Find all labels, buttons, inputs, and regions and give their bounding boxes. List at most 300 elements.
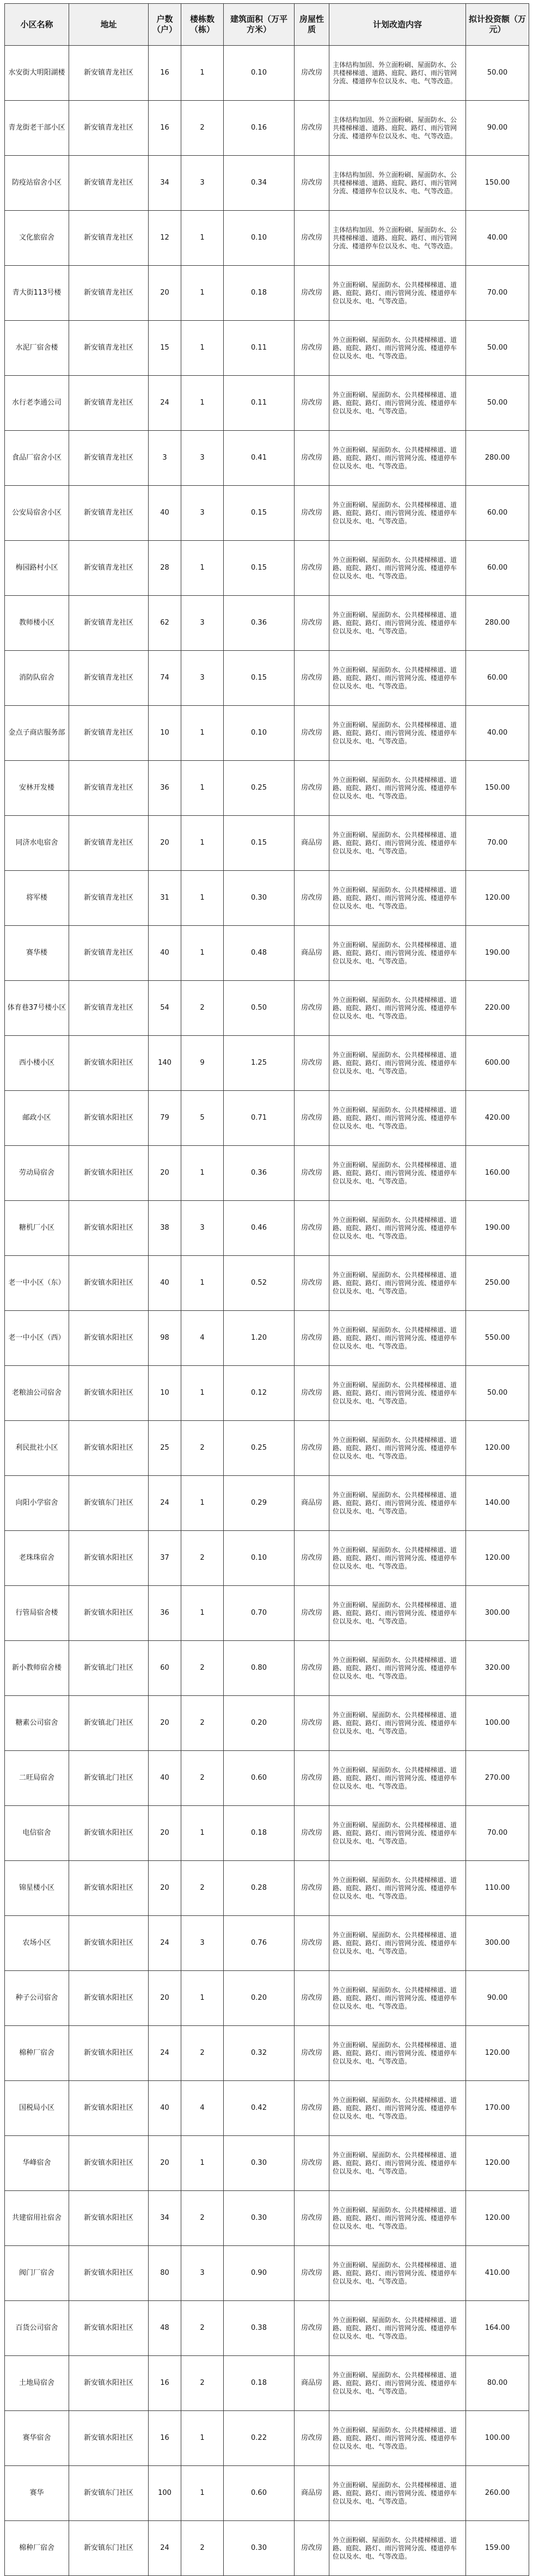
table-row [5, 101, 529, 156]
table-row [5, 1311, 529, 1366]
cell-plan: 主体结构加固、外立面粉刷、屋面防水、公共楼梯梯道、道路、庭院、路灯、雨污管网分流、楼道停车位以及水、电、气等改造。 [329, 211, 466, 266]
cell-plan: 外立面粉刷、屋面防水、公共楼梯梯道、道路、庭院、路灯、雨污管网分流、楼道停车位以及水、电、气等改造。 [329, 1531, 466, 1586]
cell-nature: 商品房 [295, 816, 329, 871]
cell-nature: 房改房 [295, 1586, 329, 1641]
cell-nature: 房改房 [295, 1091, 329, 1146]
table-row [5, 2301, 529, 2356]
cell-address: 新安镇青龙社区 [69, 156, 149, 211]
cell-plan: 外立面粉刷、屋面防水、公共楼梯梯道、道路、庭院、路灯、雨污管网分流、楼道停车位以及水、电、气等改造。 [329, 706, 466, 761]
cell-nature: 房改房 [295, 211, 329, 266]
cell-households: 80 [149, 2246, 181, 2301]
cell-address: 新安镇水阳社区 [69, 1091, 149, 1146]
cell-name: 利民批社小区 [5, 1421, 69, 1476]
cell-name: 梅园路村小区 [5, 541, 69, 596]
cell-investment: 220.00 [466, 981, 529, 1036]
cell-nature: 房改房 [295, 1641, 329, 1696]
header-nature: 房屋性质 [295, 4, 329, 46]
cell-households: 38 [149, 1201, 181, 1256]
cell-address: 新安镇水阳社区 [69, 1806, 149, 1861]
cell-households: 62 [149, 596, 181, 651]
cell-investment: 120.00 [466, 1421, 529, 1476]
cell-buildings: 2 [181, 1421, 224, 1476]
cell-name: 新小教师宿舍楼 [5, 1641, 69, 1696]
cell-name: 邮政小区 [5, 1091, 69, 1146]
cell-name: 棉种厂宿舍 [5, 2026, 69, 2081]
cell-plan: 外立面粉刷、屋面防水、公共楼梯梯道、道路、庭院、路灯、雨污管网分流、楼道停车位以及水、电、气等改造。 [329, 2466, 466, 2521]
cell-plan: 外立面粉刷、屋面防水、公共楼梯梯道、道路、庭院、路灯、雨污管网分流、楼道停车位以及水、电、气等改造。 [329, 431, 466, 486]
cell-households: 54 [149, 981, 181, 1036]
table-row [5, 2521, 529, 2576]
header-area: 建筑面积（万平方米） [224, 4, 295, 46]
cell-plan: 外立面粉刷、屋面防水、公共楼梯梯道、道路、庭院、路灯、雨污管网分流、楼道停车位以及水、电、气等改造。 [329, 1696, 466, 1751]
cell-nature: 房改房 [295, 1256, 329, 1311]
cell-name: 赛华楼 [5, 926, 69, 981]
cell-name: 阀门厂宿舍 [5, 2246, 69, 2301]
cell-buildings: 3 [181, 486, 224, 541]
header-households: 户数（户） [149, 4, 181, 46]
cell-name: 西小楼小区 [5, 1036, 69, 1091]
cell-buildings: 3 [181, 1201, 224, 1256]
cell-investment: 300.00 [466, 1916, 529, 1971]
cell-investment: 120.00 [466, 871, 529, 926]
cell-address: 新安镇水阳社区 [69, 2191, 149, 2246]
cell-name: 水泥厂宿舍楼 [5, 321, 69, 376]
table-row [5, 46, 529, 101]
cell-buildings: 1 [181, 1256, 224, 1311]
cell-buildings: 1 [181, 816, 224, 871]
cell-area: 0.38 [224, 2301, 295, 2356]
cell-plan: 外立面粉刷、屋面防水、公共楼梯梯道、道路、庭院、路灯、雨污管网分流、楼道停车位以及水、电、气等改造。 [329, 1916, 466, 1971]
cell-households: 16 [149, 101, 181, 156]
cell-address: 新安镇东门社区 [69, 2521, 149, 2576]
cell-households: 40 [149, 1256, 181, 1311]
cell-buildings: 2 [181, 981, 224, 1036]
cell-area: 0.18 [224, 1806, 295, 1861]
table-row [5, 706, 529, 761]
table-row [5, 1201, 529, 1256]
cell-address: 新安镇水阳社区 [69, 1531, 149, 1586]
cell-area: 0.15 [224, 486, 295, 541]
cell-plan: 外立面粉刷、屋面防水、公共楼梯梯道、道路、庭院、路灯、雨污管网分流、楼道停车位以及水、电、气等改造。 [329, 1806, 466, 1861]
cell-address: 新安镇水阳社区 [69, 2246, 149, 2301]
cell-address: 新安镇水阳社区 [69, 1916, 149, 1971]
table-row [5, 266, 529, 321]
cell-nature: 房改房 [295, 761, 329, 816]
cell-buildings: 2 [181, 1641, 224, 1696]
cell-plan: 主体结构加固、外立面粉刷、屋面防水、公共楼梯梯道、道路、庭院、路灯、雨污管网分流、楼道停车位以及水、电、气等改造。 [329, 156, 466, 211]
cell-buildings: 3 [181, 651, 224, 706]
cell-name: 锦星楼小区 [5, 1861, 69, 1916]
cell-buildings: 2 [181, 2301, 224, 2356]
cell-households: 10 [149, 706, 181, 761]
cell-investment: 50.00 [466, 376, 529, 431]
cell-nature: 房改房 [295, 156, 329, 211]
cell-address: 新安镇青龙社区 [69, 706, 149, 761]
cell-address: 新安镇青龙社区 [69, 596, 149, 651]
cell-nature: 房改房 [295, 541, 329, 596]
cell-buildings: 2 [181, 2356, 224, 2411]
cell-nature: 房改房 [295, 1806, 329, 1861]
cell-name: 防疫站宿舍小区 [5, 156, 69, 211]
cell-households: 40 [149, 1751, 181, 1806]
table-row [5, 2081, 529, 2136]
cell-households: 20 [149, 266, 181, 321]
cell-buildings: 4 [181, 1311, 224, 1366]
cell-address: 新安镇水阳社区 [69, 1971, 149, 2026]
table-row [5, 1751, 529, 1806]
cell-address: 新安镇水阳社区 [69, 2081, 149, 2136]
cell-nature: 房改房 [295, 2411, 329, 2466]
cell-nature: 房改房 [295, 1036, 329, 1091]
cell-area: 1.20 [224, 1311, 295, 1366]
cell-area: 0.18 [224, 266, 295, 321]
cell-households: 16 [149, 2411, 181, 2466]
cell-investment: 300.00 [466, 1586, 529, 1641]
cell-area: 0.10 [224, 1531, 295, 1586]
cell-households: 37 [149, 1531, 181, 1586]
cell-address: 新安镇水阳社区 [69, 1036, 149, 1091]
cell-area: 0.70 [224, 1586, 295, 1641]
cell-area: 0.34 [224, 156, 295, 211]
cell-households: 74 [149, 651, 181, 706]
cell-address: 新安镇水阳社区 [69, 2301, 149, 2356]
table-row [5, 1971, 529, 2026]
table-row [5, 1641, 529, 1696]
renovation-table [4, 3, 529, 2576]
cell-households: 20 [149, 1971, 181, 2026]
table-row [5, 926, 529, 981]
table-row [5, 1091, 529, 1146]
cell-name: 公安局宿舍小区 [5, 486, 69, 541]
cell-households: 60 [149, 1641, 181, 1696]
cell-buildings: 1 [181, 1971, 224, 2026]
cell-investment: 320.00 [466, 1641, 529, 1696]
cell-investment: 100.00 [466, 2411, 529, 2466]
cell-nature: 房改房 [295, 706, 329, 761]
cell-area: 0.46 [224, 1201, 295, 1256]
cell-plan: 外立面粉刷、屋面防水、公共楼梯梯道、道路、庭院、路灯、雨污管网分流、楼道停车位以及水、电、气等改造。 [329, 486, 466, 541]
cell-plan: 外立面粉刷、屋面防水、公共楼梯梯道、道路、庭院、路灯、雨污管网分流、楼道停车位以及水、电、气等改造。 [329, 761, 466, 816]
cell-buildings: 1 [181, 2466, 224, 2521]
cell-investment: 120.00 [466, 1531, 529, 1586]
cell-buildings: 1 [181, 761, 224, 816]
table-row [5, 1366, 529, 1421]
table-row [5, 1476, 529, 1531]
cell-buildings: 1 [181, 46, 224, 101]
cell-name: 食品厂宿舍小区 [5, 431, 69, 486]
cell-households: 3 [149, 431, 181, 486]
cell-nature: 房改房 [295, 376, 329, 431]
cell-nature: 商品房 [295, 2466, 329, 2521]
cell-address: 新安镇水阳社区 [69, 2356, 149, 2411]
cell-address: 新安镇水阳社区 [69, 2136, 149, 2191]
cell-households: 98 [149, 1311, 181, 1366]
cell-name: 糖素公司宿舍 [5, 1696, 69, 1751]
cell-nature: 房改房 [295, 266, 329, 321]
cell-name: 二旺局宿舍 [5, 1751, 69, 1806]
cell-buildings: 2 [181, 2521, 224, 2576]
table-row [5, 761, 529, 816]
cell-households: 24 [149, 1476, 181, 1531]
cell-investment: 190.00 [466, 926, 529, 981]
cell-buildings: 1 [181, 376, 224, 431]
cell-investment: 40.00 [466, 211, 529, 266]
cell-area: 0.50 [224, 981, 295, 1036]
cell-buildings: 1 [181, 871, 224, 926]
cell-plan: 外立面粉刷、屋面防水、公共楼梯梯道、道路、庭院、路灯、雨污管网分流、楼道停车位以及水、电、气等改造。 [329, 2136, 466, 2191]
cell-name: 电信宿舍 [5, 1806, 69, 1861]
cell-buildings: 3 [181, 156, 224, 211]
cell-nature: 房改房 [295, 1366, 329, 1421]
cell-nature: 房改房 [295, 1751, 329, 1806]
cell-investment: 550.00 [466, 1311, 529, 1366]
cell-households: 79 [149, 1091, 181, 1146]
cell-households: 10 [149, 1366, 181, 1421]
cell-area: 0.60 [224, 2466, 295, 2521]
cell-households: 20 [149, 816, 181, 871]
cell-name: 土地局宿舍 [5, 2356, 69, 2411]
cell-buildings: 1 [181, 541, 224, 596]
cell-nature: 房改房 [295, 596, 329, 651]
cell-buildings: 5 [181, 1091, 224, 1146]
cell-area: 0.32 [224, 2026, 295, 2081]
cell-nature: 房改房 [295, 431, 329, 486]
cell-address: 新安镇青龙社区 [69, 431, 149, 486]
cell-area: 0.15 [224, 816, 295, 871]
cell-address: 新安镇东门社区 [69, 1476, 149, 1531]
cell-address: 新安镇水阳社区 [69, 2026, 149, 2081]
cell-households: 140 [149, 1036, 181, 1091]
cell-investment: 80.00 [466, 2356, 529, 2411]
cell-buildings: 1 [181, 1476, 224, 1531]
header-buildings: 楼栋数（栋） [181, 4, 224, 46]
table-row [5, 156, 529, 211]
cell-investment: 159.00 [466, 2521, 529, 2576]
table-row [5, 1036, 529, 1091]
cell-area: 0.30 [224, 2521, 295, 2576]
cell-name: 消防队宿舍 [5, 651, 69, 706]
cell-area: 0.20 [224, 1971, 295, 2026]
cell-buildings: 1 [181, 706, 224, 761]
cell-investment: 90.00 [466, 1971, 529, 2026]
cell-area: 0.42 [224, 2081, 295, 2136]
table-row [5, 816, 529, 871]
cell-households: 40 [149, 926, 181, 981]
cell-investment: 50.00 [466, 321, 529, 376]
header-investment: 拟计投资额（万元） [466, 4, 529, 46]
cell-plan: 主体结构加固、外立面粉刷、屋面防水、公共楼梯梯道、道路、庭院、路灯、雨污管网分流、楼道停车位以及水、电、气等改造。 [329, 101, 466, 156]
cell-plan: 外立面粉刷、屋面防水、公共楼梯梯道、道路、庭院、路灯、雨污管网分流、楼道停车位以及水、电、气等改造。 [329, 1641, 466, 1696]
cell-area: 0.36 [224, 596, 295, 651]
cell-nature: 房改房 [295, 2246, 329, 2301]
cell-area: 0.25 [224, 1421, 295, 1476]
cell-plan: 外立面粉刷、屋面防水、公共楼梯梯道、道路、庭院、路灯、雨污管网分流、楼道停车位以及水、电、气等改造。 [329, 1146, 466, 1201]
cell-plan: 外立面粉刷、屋面防水、公共楼梯梯道、道路、庭院、路灯、雨污管网分流、楼道停车位以及水、电、气等改造。 [329, 1201, 466, 1256]
cell-name: 国税局小区 [5, 2081, 69, 2136]
table-row [5, 376, 529, 431]
cell-buildings: 2 [181, 1751, 224, 1806]
cell-area: 0.30 [224, 2136, 295, 2191]
cell-plan: 外立面粉刷、屋面防水、公共楼梯梯道、道路、庭院、路灯、雨污管网分流、楼道停车位以及水、电、气等改造。 [329, 1751, 466, 1806]
cell-buildings: 2 [181, 1531, 224, 1586]
cell-investment: 410.00 [466, 2246, 529, 2301]
cell-households: 20 [149, 2136, 181, 2191]
table-row [5, 1531, 529, 1586]
cell-plan: 外立面粉刷、屋面防水、公共楼梯梯道、道路、庭院、路灯、雨污管网分流、楼道停车位以及水、电、气等改造。 [329, 816, 466, 871]
cell-address: 新安镇青龙社区 [69, 376, 149, 431]
cell-buildings: 1 [181, 2411, 224, 2466]
cell-households: 34 [149, 2191, 181, 2246]
cell-investment: 190.00 [466, 1201, 529, 1256]
cell-name: 糖机厂小区 [5, 1201, 69, 1256]
cell-nature: 房改房 [295, 2136, 329, 2191]
cell-households: 24 [149, 1916, 181, 1971]
cell-address: 新安镇水阳社区 [69, 1201, 149, 1256]
cell-area: 0.16 [224, 101, 295, 156]
cell-name: 水安街大明阳湖楼 [5, 46, 69, 101]
table-row [5, 1696, 529, 1751]
table-row [5, 1586, 529, 1641]
cell-nature: 房改房 [295, 871, 329, 926]
table-body [5, 46, 529, 2576]
table-row [5, 1421, 529, 1476]
header-row [5, 4, 529, 46]
cell-investment: 600.00 [466, 1036, 529, 1091]
table-row [5, 2136, 529, 2191]
cell-nature: 房改房 [295, 1421, 329, 1476]
cell-area: 0.25 [224, 761, 295, 816]
cell-name: 青龙街老干部小区 [5, 101, 69, 156]
table-row [5, 2356, 529, 2411]
cell-investment: 150.00 [466, 761, 529, 816]
cell-buildings: 2 [181, 1696, 224, 1751]
cell-name: 向阳小学宿舍 [5, 1476, 69, 1531]
cell-investment: 100.00 [466, 1696, 529, 1751]
cell-investment: 90.00 [466, 101, 529, 156]
cell-nature: 房改房 [295, 321, 329, 376]
table-row [5, 541, 529, 596]
cell-name: 百货公司宿舍 [5, 2301, 69, 2356]
cell-investment: 160.00 [466, 1146, 529, 1201]
table-row [5, 1256, 529, 1311]
cell-address: 新安镇东门社区 [69, 2466, 149, 2521]
cell-area: 0.29 [224, 1476, 295, 1531]
cell-address: 新安镇水阳社区 [69, 1311, 149, 1366]
cell-address: 新安镇青龙社区 [69, 211, 149, 266]
table-row [5, 486, 529, 541]
cell-nature: 商品房 [295, 1476, 329, 1531]
cell-area: 0.80 [224, 1641, 295, 1696]
cell-name: 劳动局宿舍 [5, 1146, 69, 1201]
table-row [5, 871, 529, 926]
table-row [5, 2466, 529, 2521]
table-row [5, 321, 529, 376]
cell-buildings: 1 [181, 1806, 224, 1861]
cell-name: 行管局宿舍楼 [5, 1586, 69, 1641]
cell-nature: 房改房 [295, 1861, 329, 1916]
cell-name: 赛华 [5, 2466, 69, 2521]
cell-area: 0.10 [224, 706, 295, 761]
table-row [5, 2026, 529, 2081]
cell-address: 新安镇青龙社区 [69, 46, 149, 101]
cell-area: 1.25 [224, 1036, 295, 1091]
cell-plan: 外立面粉刷、屋面防水、公共楼梯梯道、道路、庭院、路灯、雨污管网分流、楼道停车位以及水、电、气等改造。 [329, 541, 466, 596]
cell-address: 新安镇青龙社区 [69, 816, 149, 871]
cell-address: 新安镇青龙社区 [69, 541, 149, 596]
cell-area: 0.30 [224, 2191, 295, 2246]
cell-buildings: 4 [181, 2081, 224, 2136]
cell-investment: 120.00 [466, 2191, 529, 2246]
cell-plan: 外立面粉刷、屋面防水、公共楼梯梯道、道路、庭院、路灯、雨污管网分流、楼道停车位以及水、电、气等改造。 [329, 1311, 466, 1366]
cell-area: 0.20 [224, 1696, 295, 1751]
cell-area: 0.15 [224, 651, 295, 706]
cell-address: 新安镇青龙社区 [69, 981, 149, 1036]
cell-nature: 商品房 [295, 2356, 329, 2411]
cell-nature: 房改房 [295, 981, 329, 1036]
cell-address: 新安镇北门社区 [69, 1641, 149, 1696]
table-row [5, 1916, 529, 1971]
cell-buildings: 3 [181, 596, 224, 651]
cell-investment: 164.00 [466, 2301, 529, 2356]
cell-investment: 120.00 [466, 2136, 529, 2191]
cell-nature: 房改房 [295, 1531, 329, 1586]
cell-plan: 外立面粉刷、屋面防水、公共楼梯梯道、道路、庭院、路灯、雨污管网分流、楼道停车位以及水、电、气等改造。 [329, 1366, 466, 1421]
cell-address: 新安镇青龙社区 [69, 926, 149, 981]
cell-address: 新安镇水阳社区 [69, 1146, 149, 1201]
cell-investment: 70.00 [466, 816, 529, 871]
cell-buildings: 1 [181, 1146, 224, 1201]
cell-households: 36 [149, 1586, 181, 1641]
cell-address: 新安镇水阳社区 [69, 1256, 149, 1311]
cell-area: 0.15 [224, 541, 295, 596]
header-address: 地址 [69, 4, 149, 46]
cell-buildings: 2 [181, 1861, 224, 1916]
cell-area: 0.30 [224, 871, 295, 926]
cell-nature: 房改房 [295, 2191, 329, 2246]
cell-investment: 270.00 [466, 1751, 529, 1806]
cell-name: 同济水电宿舍 [5, 816, 69, 871]
cell-nature: 房改房 [295, 2521, 329, 2576]
cell-area: 0.76 [224, 1916, 295, 1971]
table-row [5, 981, 529, 1036]
cell-buildings: 2 [181, 101, 224, 156]
cell-name: 安林开发楼 [5, 761, 69, 816]
cell-households: 20 [149, 1696, 181, 1751]
table-row [5, 596, 529, 651]
cell-households: 12 [149, 211, 181, 266]
cell-address: 新安镇青龙社区 [69, 266, 149, 321]
cell-name: 水行老李通公司 [5, 376, 69, 431]
cell-name: 共建宿用社宿舍 [5, 2191, 69, 2246]
cell-investment: 250.00 [466, 1256, 529, 1311]
cell-name: 华峰宿舍 [5, 2136, 69, 2191]
cell-name: 农场小区 [5, 1916, 69, 1971]
cell-address: 新安镇青龙社区 [69, 761, 149, 816]
cell-nature: 房改房 [295, 2081, 329, 2136]
cell-plan: 外立面粉刷、屋面防水、公共楼梯梯道、道路、庭院、路灯、雨污管网分流、楼道停车位以及水、电、气等改造。 [329, 2191, 466, 2246]
cell-area: 0.36 [224, 1146, 295, 1201]
cell-buildings: 1 [181, 1366, 224, 1421]
cell-area: 0.52 [224, 1256, 295, 1311]
cell-address: 新安镇青龙社区 [69, 651, 149, 706]
cell-buildings: 1 [181, 321, 224, 376]
cell-area: 0.18 [224, 2356, 295, 2411]
cell-name: 赛华宿舍 [5, 2411, 69, 2466]
cell-plan: 外立面粉刷、屋面防水、公共楼梯梯道、道路、庭院、路灯、雨污管网分流、楼道停车位以及水、电、气等改造。 [329, 1091, 466, 1146]
cell-investment: 60.00 [466, 541, 529, 596]
cell-plan: 外立面粉刷、屋面防水、公共楼梯梯道、道路、庭院、路灯、雨污管网分流、楼道停车位以及水、电、气等改造。 [329, 2356, 466, 2411]
cell-name: 老一中小区（东） [5, 1256, 69, 1311]
